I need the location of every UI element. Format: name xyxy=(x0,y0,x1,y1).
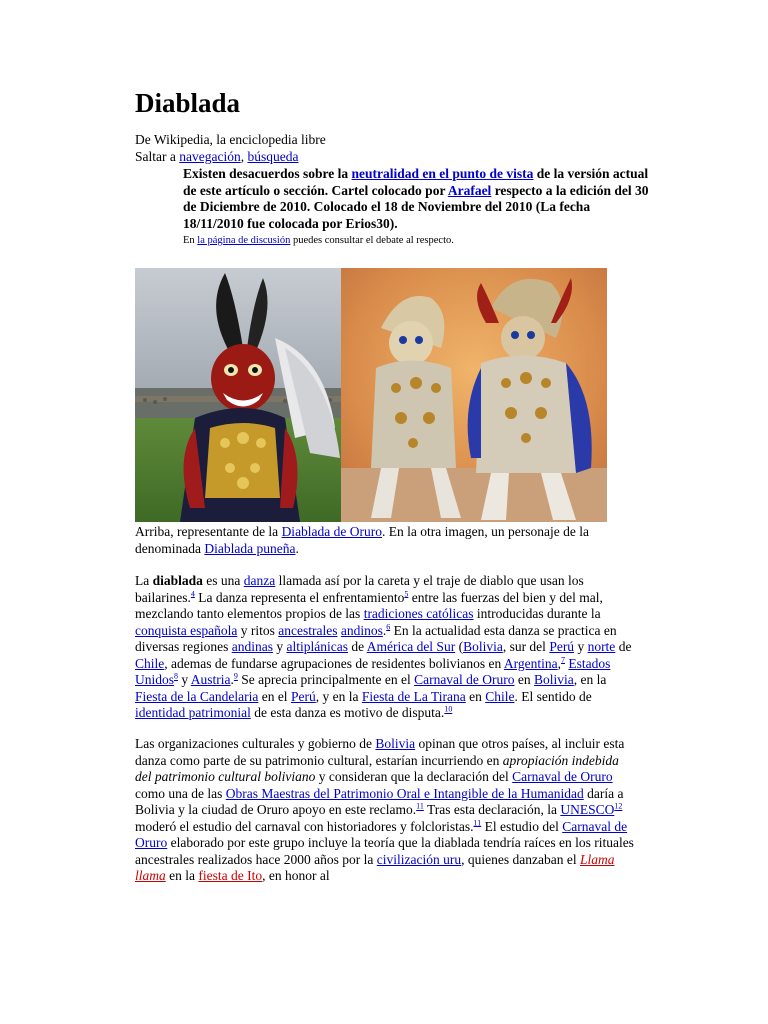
tradiciones-catolicas-link[interactable]: tradiciones católicas xyxy=(363,606,474,621)
fiesta-de-ito-link[interactable]: fiesta de Ito xyxy=(198,868,263,883)
carnaval-de-oruro-link-3[interactable]: Carnaval de Oruro xyxy=(135,818,628,850)
body-text: . xyxy=(382,622,387,638)
norte-link[interactable]: norte xyxy=(587,639,616,654)
ref-6-link[interactable]: 6 xyxy=(386,622,391,631)
bold-term: diablada xyxy=(152,573,203,588)
body-text: En la actualidad esta danza se practica en diversas regiones xyxy=(135,622,617,654)
body-text: daría a Bolivia y la ciudad de Oruro apoyo en este reclamo. xyxy=(135,785,624,817)
ref-8-link[interactable]: 8 xyxy=(174,671,179,681)
skip-separator: , xyxy=(240,149,248,164)
image-caption xyxy=(135,524,625,557)
ref-12-link[interactable]: 12 xyxy=(614,801,623,811)
body-text: , y en la xyxy=(315,688,362,704)
ref-7-link[interactable]: 7 xyxy=(561,655,566,664)
danza-link[interactable]: danza xyxy=(243,573,276,588)
bolivia-link[interactable]: Bolivia xyxy=(463,639,503,654)
body-text: moderó el estudio del carnaval con historiadores y folcloristas. xyxy=(135,818,474,834)
note-text: En xyxy=(183,235,198,246)
notice-text: Existen desacuerdos sobre la xyxy=(183,166,352,181)
body-text: es una xyxy=(202,573,244,588)
skip-prefix: Saltar a xyxy=(135,149,180,164)
altiplanicas-link[interactable]: altiplánicas xyxy=(286,639,348,654)
discussion-page-link[interactable]: la página de discusión xyxy=(197,235,291,246)
body-text: introducidas durante la xyxy=(473,606,601,621)
identidad-patrimonial-link[interactable]: identidad patrimonial xyxy=(135,705,251,720)
ref-5-link[interactable]: 5 xyxy=(404,589,409,598)
body-text: . El sentido de xyxy=(514,688,592,704)
diablo-dancer-photo xyxy=(135,268,341,522)
page-title: Diablada xyxy=(135,88,241,118)
body-text: y xyxy=(574,639,588,654)
america-del-sur-link[interactable]: América del Sur xyxy=(366,639,456,654)
discussion-note xyxy=(183,234,653,247)
diablada-oruro-link[interactable]: Diablada de Oruro xyxy=(281,524,383,539)
andinas-link[interactable]: andinas xyxy=(231,639,273,654)
body-text: y consideran que la declaración del xyxy=(315,769,513,784)
dispute-paragraph xyxy=(135,736,635,885)
body-text: y xyxy=(272,639,287,654)
body-text: en la xyxy=(165,868,199,883)
body-text: La xyxy=(135,573,153,588)
chile-link[interactable]: Chile xyxy=(135,655,165,671)
body-text: y ritos xyxy=(237,622,279,638)
conquista-espanola-link[interactable]: conquista española xyxy=(135,622,238,638)
body-text: , en la xyxy=(573,672,607,687)
skip-links xyxy=(135,149,298,165)
search-link[interactable]: búsqueda xyxy=(247,149,299,164)
ref-10-link[interactable]: 10 xyxy=(444,704,453,714)
neutrality-notice xyxy=(183,166,653,232)
arafael-link[interactable]: Arafael xyxy=(447,182,492,198)
body-text: , ademas de fundarse agrupaciones de residentes bolivianos en xyxy=(164,655,504,671)
ref-11-link[interactable]: 11 xyxy=(416,801,424,811)
caption-text: . En la otra imagen, un personaje de la denominada xyxy=(135,524,589,556)
body-text: , en honor al xyxy=(262,868,330,883)
ref-9-link[interactable]: 9 xyxy=(233,671,238,681)
ref-11-link-2[interactable]: 11 xyxy=(473,818,482,827)
diablada-punena-link[interactable]: Diablada puneña xyxy=(204,540,296,556)
body-text: entre las fuerzas del bien y del mal, mezclando tanto elementos propios de las xyxy=(135,589,603,621)
body-text: de esta danza es motivo de disputa. xyxy=(250,705,445,720)
argentina-link[interactable]: Argentina xyxy=(503,655,558,671)
bolivia-link-2[interactable]: Bolivia xyxy=(534,672,574,687)
article-subtitle: De Wikipedia, la enciclopedia libre xyxy=(135,132,326,147)
body-text: de xyxy=(615,639,632,654)
italic-phrase: apropiación indebida del patrimonio cultural boliviano xyxy=(135,752,619,784)
body-text: de xyxy=(347,639,367,654)
llama-llama-link[interactable]: Llama llama xyxy=(135,851,615,883)
carnaval-de-oruro-link[interactable]: Carnaval de Oruro xyxy=(414,672,515,687)
body-text: , xyxy=(557,655,562,671)
body-text: Tras esta declaración, la xyxy=(423,802,561,817)
neutrality-link[interactable]: neutralidad en el punto de vista xyxy=(351,166,534,181)
diablada-dancers-image xyxy=(341,268,607,522)
ref-4-link[interactable]: 4 xyxy=(190,589,195,598)
body-text: Las organizaciones culturales y gobierno de xyxy=(135,736,376,751)
body-text: . xyxy=(230,672,234,687)
carnaval-de-oruro-link-2[interactable]: Carnaval de Oruro xyxy=(512,769,613,784)
estados-unidos-link[interactable]: Estados Unidos xyxy=(135,655,611,687)
caption-text: Arriba, representante de la xyxy=(135,524,282,539)
intro-paragraph xyxy=(135,573,635,722)
fiesta-candelaria-link[interactable]: Fiesta de la Candelaria xyxy=(135,688,259,704)
diablo-dancer-image xyxy=(135,268,341,522)
body-text: , quienes danzaban el xyxy=(461,851,580,867)
unesco-link[interactable]: UNESCO xyxy=(560,802,615,817)
body-text: ( xyxy=(455,639,464,654)
diablada-dancers-photo xyxy=(341,268,607,522)
austria-link[interactable]: Austria xyxy=(190,672,231,687)
ancestrales-link[interactable]: ancestrales xyxy=(278,622,338,638)
body-text: llamada así por la careta y el traje de diablo que usan los bailarines. xyxy=(135,573,584,605)
body-text: La danza representa el enfrentamiento xyxy=(194,589,405,605)
note-text: puedes consultar el debate al respecto. xyxy=(290,235,454,246)
peru-link-2[interactable]: Perú xyxy=(290,688,316,704)
body-text: en xyxy=(465,688,486,704)
notice-text: respecto a la edición del 30 de Diciembre de 2010. Colocado el 18 de Noviembre del 2010 (La fecha 18/11/2010 fue colocada por Erios30). xyxy=(183,182,649,231)
bolivia-link-3[interactable]: Bolivia xyxy=(375,736,416,751)
navigation-link[interactable]: navegación xyxy=(179,149,241,164)
body-text: Se aprecia principalmente en el xyxy=(237,672,415,687)
obras-maestras-link[interactable]: Obras Maestras del Patrimonio Oral e Intangible de la Humanidad xyxy=(225,785,584,801)
body-text: , sur del xyxy=(502,639,550,654)
body-text: en el xyxy=(258,688,291,704)
body-text: en xyxy=(514,672,535,687)
chile-link-2[interactable]: Chile xyxy=(485,688,515,704)
caption-text: . xyxy=(295,540,299,556)
notice-text: de la versión actual de este artículo o sección. Cartel colocado por xyxy=(183,166,649,198)
body-text: El estudio del xyxy=(481,818,563,834)
body-text: y xyxy=(178,672,191,687)
peru-link[interactable]: Perú xyxy=(549,639,575,654)
andinos-link[interactable]: andinos xyxy=(340,622,383,638)
body-text: como una de las xyxy=(135,785,226,801)
body-text: elaborado por este grupo incluye la teoría que la diablada tendría raíces en los rituales ancestrales realizados hace 2000 años por la xyxy=(135,835,634,867)
civilizacion-uru-link[interactable]: civilización uru xyxy=(376,851,462,867)
fiesta-la-tirana-link[interactable]: Fiesta de La Tirana xyxy=(361,688,466,704)
body-text: opinan que otros países, al incluir esta danza como parte de su patrimonio cultural, estarían incurriendo en xyxy=(135,736,625,768)
